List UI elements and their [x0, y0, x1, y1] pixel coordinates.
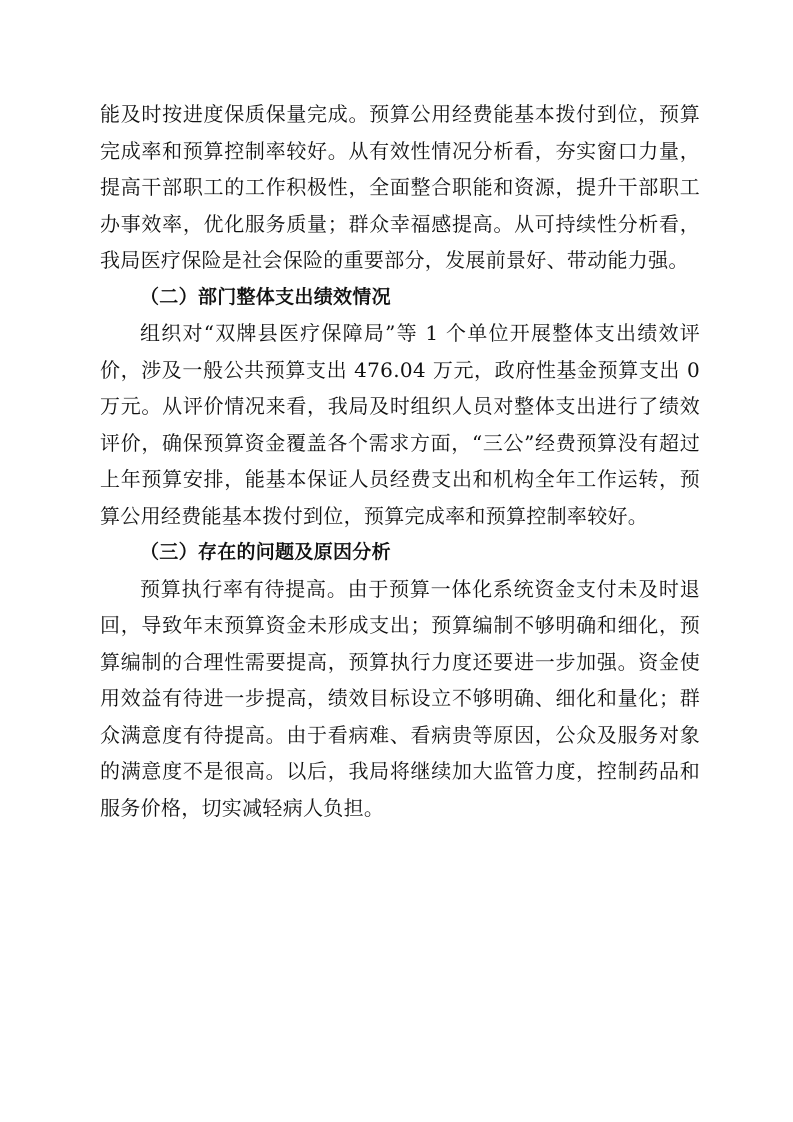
body-paragraph-problems: 预算执行率有待提高。由于预算一体化系统资金支付未及时退回，导致年末预算资金未形成支出；预算编制不够明确和细化，预算编制的合理性需要提高，预算执行力度还要进一步加强。资金使用效益有待进一步提高，绩效目标设立不够明确、细化和量化；群众满意度有待提高。由于看病难、看病贵等原因，公众及服务对象的满意度不是很高。以后，我局将继续加大监管力度，控制药品和服务价格，切实减轻病人负担。 [100, 576, 700, 820]
body-paragraph-overall-expenditure: 组织对“双牌县医疗保障局”等 1 个单位开展整体支出绩效评价，涉及一般公共预算支出 476.04 万元，政府性基金预算支出 0 万元。从评价情况来看，我局及时组织人员对整体支出进行了绩效评价，确保预算资金覆盖各个需求方面，“三公”经费预算没有超过上年预算安排，能基本保证人员经费支出和机构全年工作运转，预算公用经费能基本拨付到位，预算完成率和预算控制率较好。 [100, 321, 700, 528]
section-heading-overall-expenditure: （二）部门整体支出绩效情况 [140, 285, 391, 308]
document-page [100, 96, 700, 826]
body-paragraph-continuation: 能及时按进度保质保量完成。预算公用经费能基本拨付到位，预算完成率和预算控制率较好。从有效性情况分析看，夯实窗口力量，提高干部职工的工作积极性，全面整合职能和资源，提升干部职工办事效率，优化服务质量；群众幸福感提高。从可持续性分析看，我局医疗保险是社会保险的重要部分，发展前景好、带动能力强。 [100, 102, 700, 272]
section-heading-problems: （三）存在的问题及原因分析 [140, 541, 391, 563]
